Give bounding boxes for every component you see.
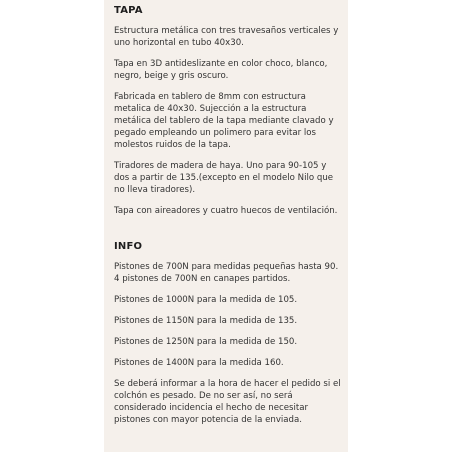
info-section [114, 240, 342, 426]
tapa-heading: TAPA [114, 5, 143, 16]
tapa-paragraph: Tapa con aireadores y cuatro huecos de ventilación. [114, 206, 338, 216]
tapa-section [114, 4, 342, 217]
tapa-paragraph: Tapa en 3D antideslizante en color choco, blanco, negro, beige y gris oscuro. [114, 59, 328, 81]
info-paragraph: Pistones de 700N para medidas pequeñas hasta 90. 4 pistones de 700N en canapes partidos. [114, 262, 339, 284]
info-paragraph: Pistones de 1400N para la medida 160. [114, 358, 284, 368]
info-paragraph: Pistones de 1250N para la medida de 150. [114, 337, 298, 347]
info-paragraph: Pistones de 1150N para la medida de 135. [114, 316, 298, 326]
tapa-paragraph: Estructura metálica con tres travesaños verticales y uno horizontal en tubo 40x30. [114, 26, 339, 48]
info-paragraph: Pistones de 1000N para la medida de 105. [114, 295, 298, 305]
product-info-panel [104, 0, 348, 452]
info-paragraph: Se deberá informar a la hora de hacer el pedido si el colchón es pesado. De no ser así, no será considerado incidencia el hecho de necesitar pistones con mayor potencia de la enviada. [114, 379, 341, 425]
tapa-paragraph: Tiradores de madera de haya. Uno para 90-105 y dos a partir de 135.(excepto en el modelo Nilo que no lleva tiradores). [114, 161, 334, 195]
section-divider [114, 226, 342, 240]
info-heading: INFO [114, 241, 143, 252]
tapa-paragraph: Fabricada en tablero de 8mm con estructura metalica de 40x30. Sujección a la estructura metálica del tablero de la tapa mediante clavado y pegado empleando un polimero para evitar los molestos ruidos de la tapa. [114, 92, 334, 150]
